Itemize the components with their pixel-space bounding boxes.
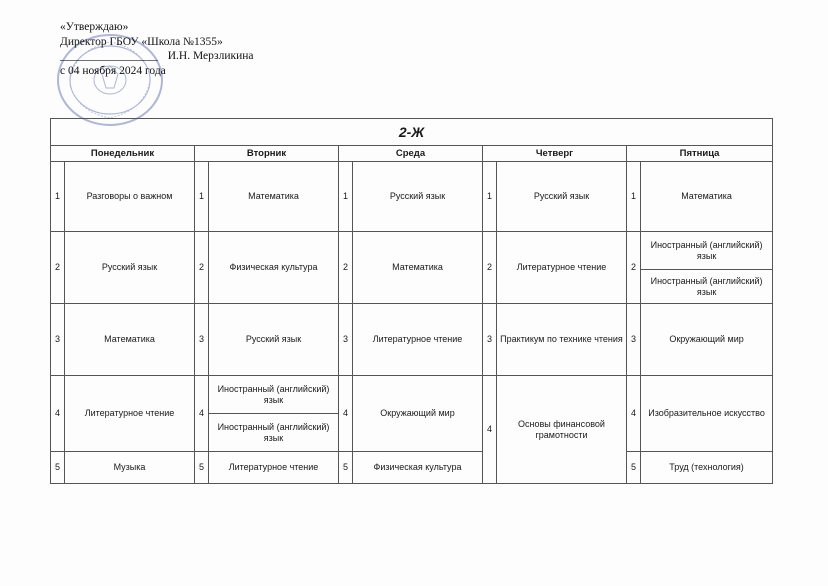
lesson-cell: Русский язык (497, 162, 627, 232)
lesson-number: 2 (627, 232, 641, 304)
lesson-number: 1 (627, 162, 641, 232)
lesson-cell: Практикум по технике чтения (497, 304, 627, 376)
lesson-cell-group-b: Иностранный (английский) язык (641, 270, 773, 304)
director-name: И.Н. Мерзликина (167, 50, 254, 62)
lesson-number: 4 (627, 376, 641, 452)
lesson-cell-group-b: Иностранный (английский) язык (209, 414, 339, 452)
lesson-number: 1 (195, 162, 209, 232)
lesson-number: 4 (339, 376, 353, 452)
lesson-cell: Математика (209, 162, 339, 232)
lesson-number: 5 (627, 452, 641, 484)
lesson-cell: Окружающий мир (641, 304, 773, 376)
lesson-cell-group-a: Иностранный (английский) язык (209, 376, 339, 414)
approval-signature-line (60, 49, 254, 64)
lesson-cell-group-a: Иностранный (английский) язык (641, 232, 773, 270)
lesson-number: 4 (483, 376, 497, 484)
lesson-cell: Музыка (65, 452, 195, 484)
lesson-cell: Русский язык (209, 304, 339, 376)
lesson-number: 3 (339, 304, 353, 376)
lesson-cell: Окружающий мир (353, 376, 483, 452)
lesson-cell: Русский язык (353, 162, 483, 232)
lesson-number: 1 (483, 162, 497, 232)
lesson-number: 3 (483, 304, 497, 376)
lesson-number: 5 (339, 452, 353, 484)
lesson-cell: Математика (65, 304, 195, 376)
lesson-cell: Литературное чтение (497, 232, 627, 304)
lesson-number: 4 (51, 376, 65, 452)
lesson-number: 2 (339, 232, 353, 304)
lesson-number: 1 (51, 162, 65, 232)
day-header-thu: Четверг (483, 146, 627, 162)
lesson-cell: Литературное чтение (209, 452, 339, 484)
lesson-number: 3 (195, 304, 209, 376)
lesson-number: 2 (483, 232, 497, 304)
lesson-cell: Математика (353, 232, 483, 304)
class-title: 2-Ж (51, 119, 773, 146)
day-header-tue: Вторник (195, 146, 339, 162)
lesson-cell: Литературное чтение (353, 304, 483, 376)
lesson-number: 3 (627, 304, 641, 376)
lesson-cell: Разговоры о важном (65, 162, 195, 232)
approval-block (60, 20, 254, 78)
approval-position: Директор ГБОУ «Школа №1355» (60, 35, 223, 48)
day-header-mon: Понедельник (51, 146, 195, 162)
approval-title: «Утверждаю» (60, 21, 129, 33)
lesson-cell: Изобразительное искусство (641, 376, 773, 452)
lesson-number: 2 (195, 232, 209, 304)
lesson-number: 5 (195, 452, 209, 484)
schedule-table (50, 118, 773, 484)
lesson-number: 4 (195, 376, 209, 452)
lesson-number: 2 (51, 232, 65, 304)
lesson-number: 1 (339, 162, 353, 232)
lesson-cell: Литературное чтение (65, 376, 195, 452)
lesson-number: 3 (51, 304, 65, 376)
lesson-cell: Русский язык (65, 232, 195, 304)
signature-blank: _________________ (60, 50, 158, 62)
lesson-cell: Физическая культура (353, 452, 483, 484)
day-header-fri: Пятница (627, 146, 773, 162)
day-header-wed: Среда (339, 146, 483, 162)
approval-date: с 04 ноября 2024 года (60, 64, 166, 77)
lesson-cell: Математика (641, 162, 773, 232)
lesson-cell: Физическая культура (209, 232, 339, 304)
lesson-number: 5 (51, 452, 65, 484)
lesson-cell: Труд (технология) (641, 452, 773, 484)
lesson-cell: Основы финансовой грамотности (497, 376, 627, 484)
